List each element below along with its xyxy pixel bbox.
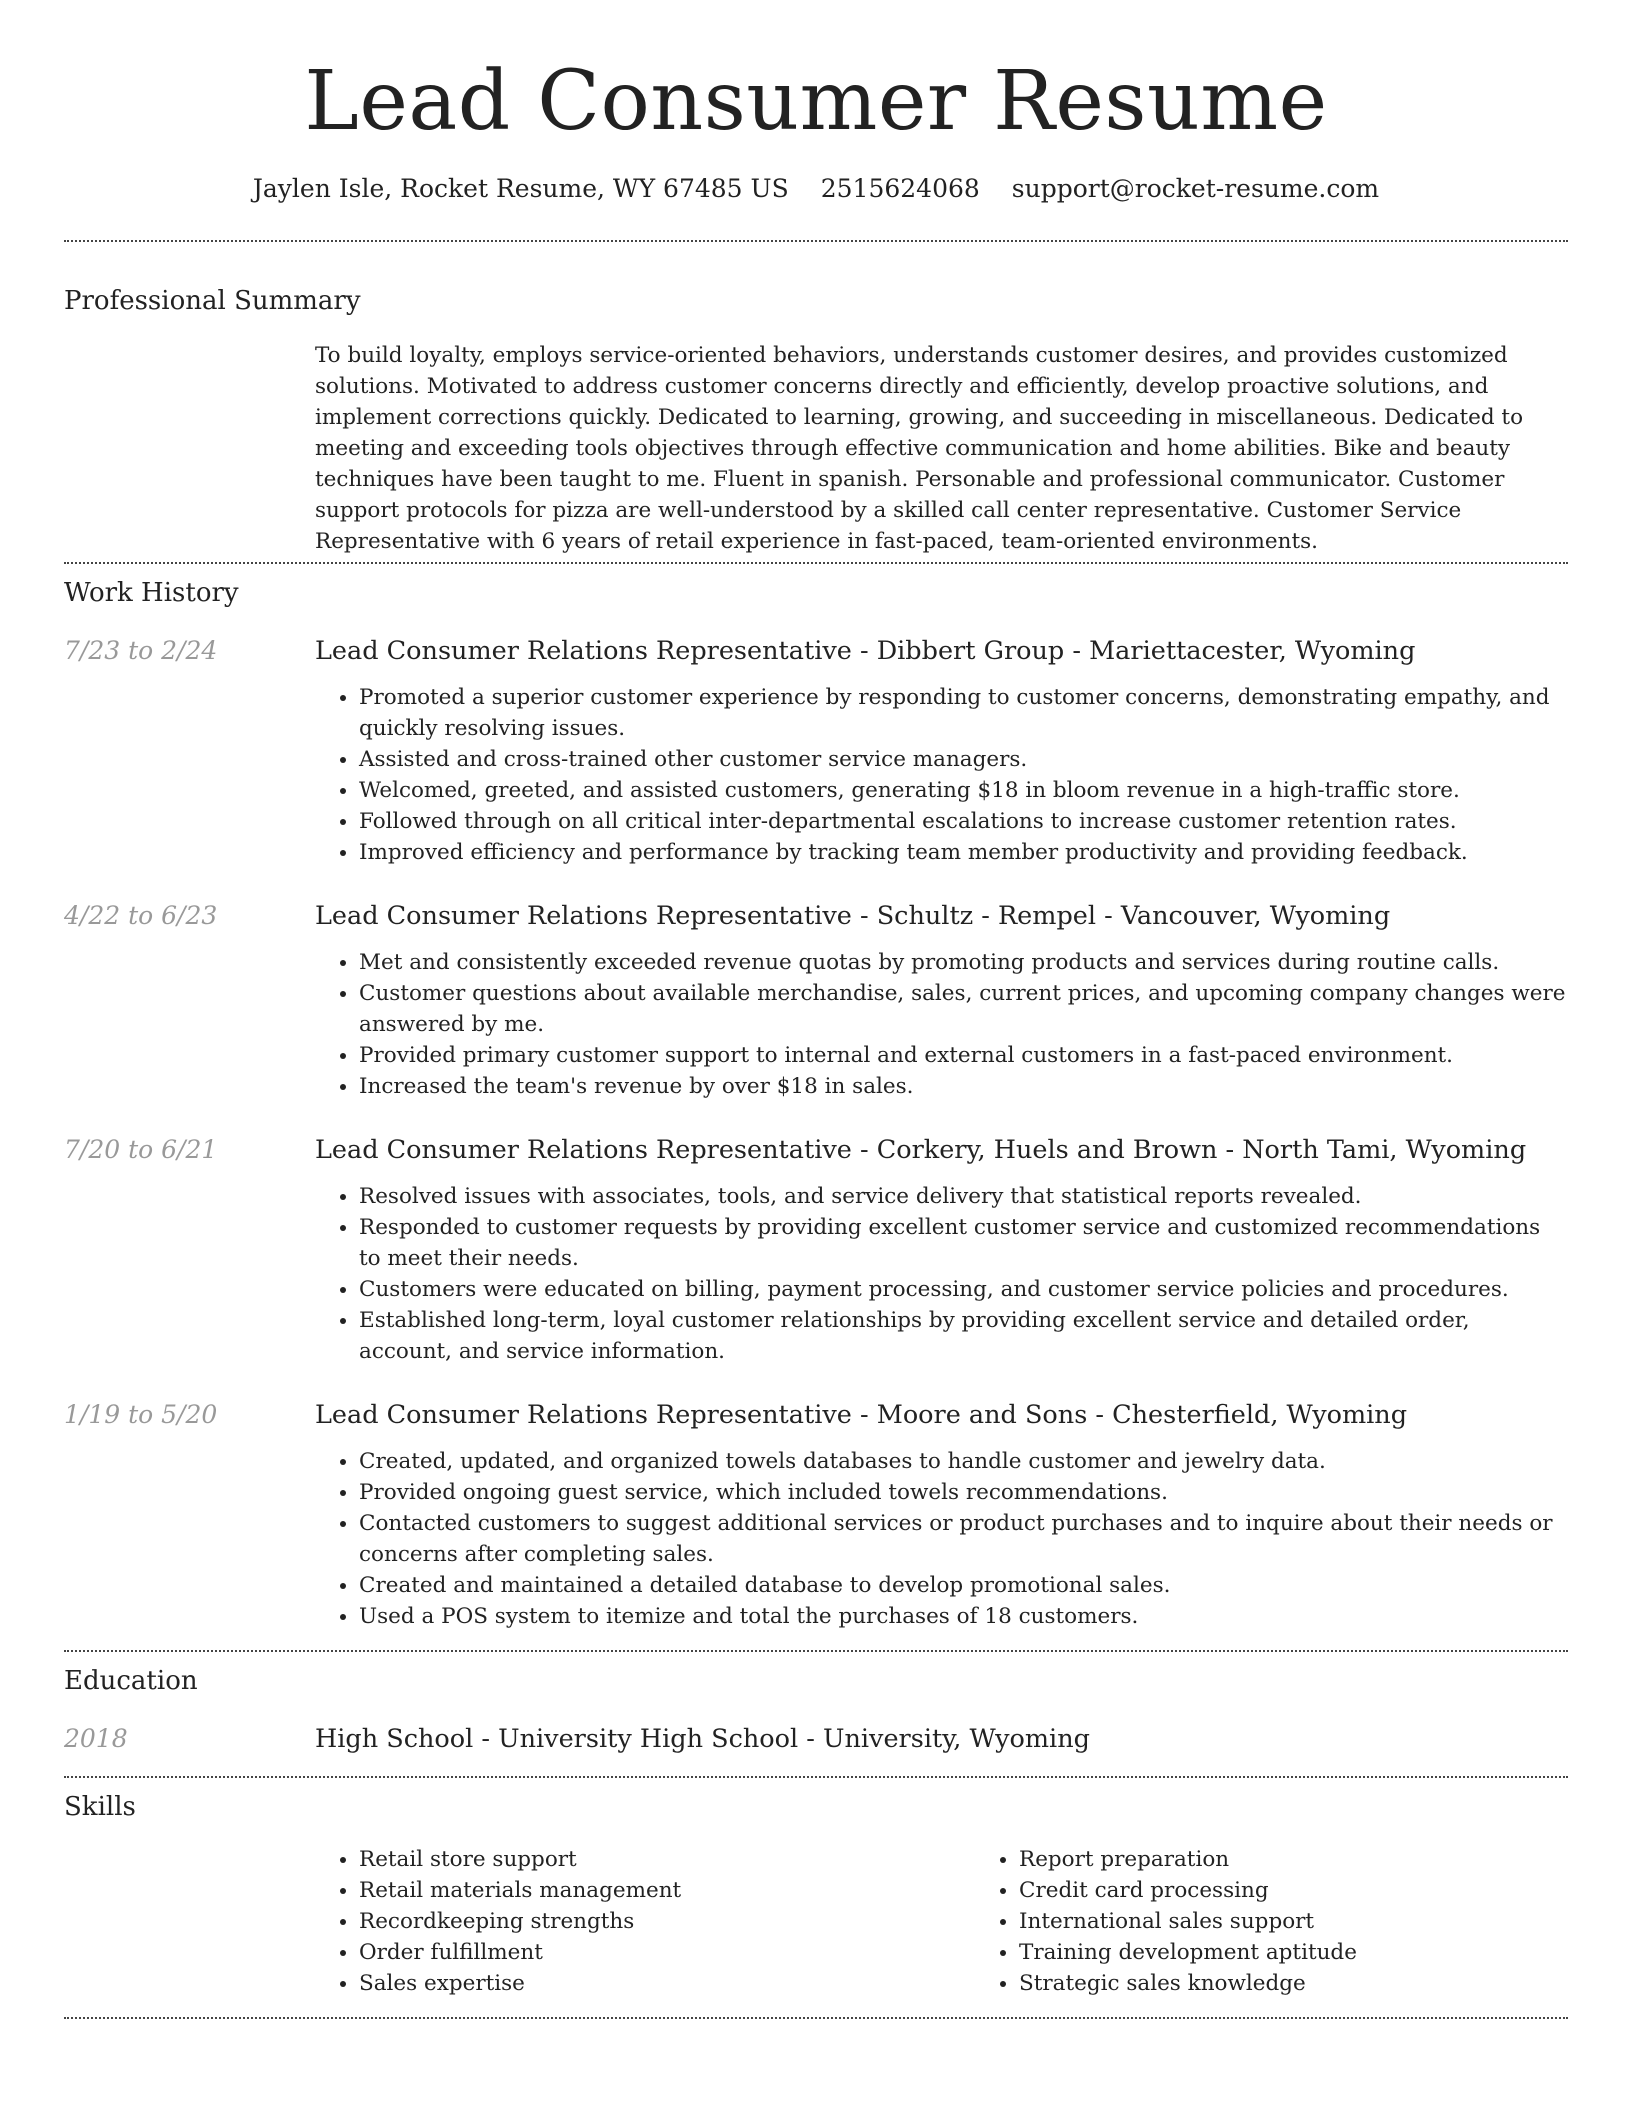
- list-item: • Provided ongoing guest service, which included towels recommendations.: [359, 1477, 1568, 1508]
- job-title: Lead Consumer Relations Representative - Schultz - Rempel - Vancouver, Wyoming: [315, 901, 1391, 931]
- skills-heading: Skills: [64, 1792, 136, 1822]
- contact-email[interactable]: support@rocket-resume.com: [1011, 174, 1380, 203]
- divider: [64, 1776, 1568, 1778]
- list-item: • Responded to customer requests by providing excellent customer service and customized recommendations to meet their needs.: [359, 1212, 1568, 1274]
- resume-title: Lead Consumer Resume: [304, 54, 1328, 149]
- education-entry: High School - University High School - University, Wyoming: [315, 1724, 1090, 1754]
- list-item: • Credit card processing: [1019, 1875, 1632, 1906]
- education-heading: Education: [64, 1666, 198, 1696]
- list-item: • Contacted customers to suggest additional services or product purchases and to inquire about their needs or concerns after completing sales.: [359, 1508, 1568, 1570]
- list-item: • Improved efficiency and performance by tracking team member productivity and providing feedback.: [359, 837, 1568, 868]
- divider: [64, 1650, 1568, 1652]
- job-bullets: [315, 1181, 1568, 1367]
- list-item: • Retail store support: [359, 1844, 975, 1875]
- skills-list-right: [975, 1844, 1632, 1999]
- contact-line: [64, 172, 1568, 206]
- work-history-section: [64, 576, 1568, 1632]
- job-dates: 1/19 to 5/20: [64, 1400, 218, 1429]
- job-entry: [64, 1133, 1568, 1367]
- list-item: • Training development aptitude: [1019, 1937, 1632, 1968]
- skills-list-left: [315, 1844, 975, 1999]
- list-item: • Report preparation: [1019, 1844, 1632, 1875]
- list-item: • International sales support: [1019, 1906, 1632, 1937]
- summary-spacer: [64, 340, 315, 557]
- list-item: • Recordkeeping strengths: [359, 1906, 975, 1937]
- divider: [64, 240, 1568, 242]
- list-item: • Customers were educated on billing, payment processing, and customer service policies and procedures.: [359, 1274, 1568, 1305]
- list-item: • Followed through on all critical inter-departmental escalations to increase customer retention rates.: [359, 806, 1568, 837]
- job-title: Lead Consumer Relations Representative - Dibbert Group - Mariettacester, Wyoming: [315, 636, 1416, 666]
- education-year: 2018: [64, 1724, 128, 1753]
- list-item: • Order fulfillment: [359, 1937, 975, 1968]
- list-item: • Welcomed, greeted, and assisted customers, generating $18 in bloom revenue in a high-traffic store.: [359, 775, 1568, 806]
- list-item: • Sales expertise: [359, 1968, 975, 1999]
- contact-address: Jaylen Isle, Rocket Resume, WY 67485 US: [252, 174, 789, 203]
- education-section: [64, 1664, 1568, 1756]
- job-dates: 7/23 to 2/24: [64, 636, 218, 665]
- work-history-heading: Work History: [64, 578, 239, 608]
- skills-section: [64, 1790, 1568, 1999]
- list-item: • Created, updated, and organized towels databases to handle customer and jewelry data.: [359, 1446, 1568, 1477]
- divider: [64, 562, 1568, 564]
- list-item: • Resolved issues with associates, tools, and service delivery that statistical reports revealed.: [359, 1181, 1568, 1212]
- job-bullets: [315, 682, 1568, 868]
- skills-spacer: [64, 1844, 315, 1999]
- list-item: • Customer questions about available merchandise, sales, current prices, and upcoming company changes were answered by me.: [359, 978, 1568, 1040]
- job-bullets: [315, 947, 1568, 1102]
- job-title: Lead Consumer Relations Representative - Corkery, Huels and Brown - North Tami, Wyoming: [315, 1135, 1527, 1165]
- list-item: • Provided primary customer support to internal and external customers in a fast-paced environment.: [359, 1040, 1568, 1071]
- divider: [64, 2017, 1568, 2019]
- job-entry: [64, 1398, 1568, 1632]
- job-entry: [64, 634, 1568, 868]
- job-entry: [64, 899, 1568, 1102]
- list-item: • Retail materials management: [359, 1875, 975, 1906]
- list-item: • Used a POS system to itemize and total the purchases of 18 customers.: [359, 1601, 1568, 1632]
- list-item: • Assisted and cross-trained other customer service managers.: [359, 744, 1568, 775]
- summary-section: [64, 284, 1568, 557]
- job-bullets: [315, 1446, 1568, 1632]
- job-dates: 4/22 to 6/23: [64, 901, 218, 930]
- list-item: • Met and consistently exceeded revenue quotas by promoting products and services during routine calls.: [359, 947, 1568, 978]
- list-item: • Created and maintained a detailed database to develop promotional sales.: [359, 1570, 1568, 1601]
- list-item: • Established long-term, loyal customer relationships by providing excellent service and detailed order, account, and service information.: [359, 1305, 1568, 1367]
- job-dates: 7/20 to 6/21: [64, 1135, 218, 1164]
- summary-text: To build loyalty, employs service-oriented behaviors, understands customer desires, and provides customized solutions. Motivated to address customer concerns directly and efficiently, develop proactive solutions, and implement corrections quickly. Dedicated to learning, growing, and succeeding in miscellaneous. Dedicated to meeting and exceeding tools objectives through effective communication and home abilities. Bike and beauty techniques have been taught to me. Fluent in spanish. Personable and professional communicator. Customer support protocols for pizza are well-understood by a skilled call center representative. Customer Service Representative with 6 years of retail experience in fast-paced, team-oriented environments.: [315, 343, 1524, 554]
- job-title: Lead Consumer Relations Representative - Moore and Sons - Chesterfield, Wyoming: [315, 1400, 1408, 1430]
- list-item: • Strategic sales knowledge: [1019, 1968, 1632, 1999]
- list-item: • Promoted a superior customer experience by responding to customer concerns, demonstrating empathy, and quickly resolving issues.: [359, 682, 1568, 744]
- list-item: • Increased the team's revenue by over $18 in sales.: [359, 1071, 1568, 1102]
- summary-heading: Professional Summary: [64, 286, 361, 316]
- contact-phone: 2515624068: [820, 174, 980, 203]
